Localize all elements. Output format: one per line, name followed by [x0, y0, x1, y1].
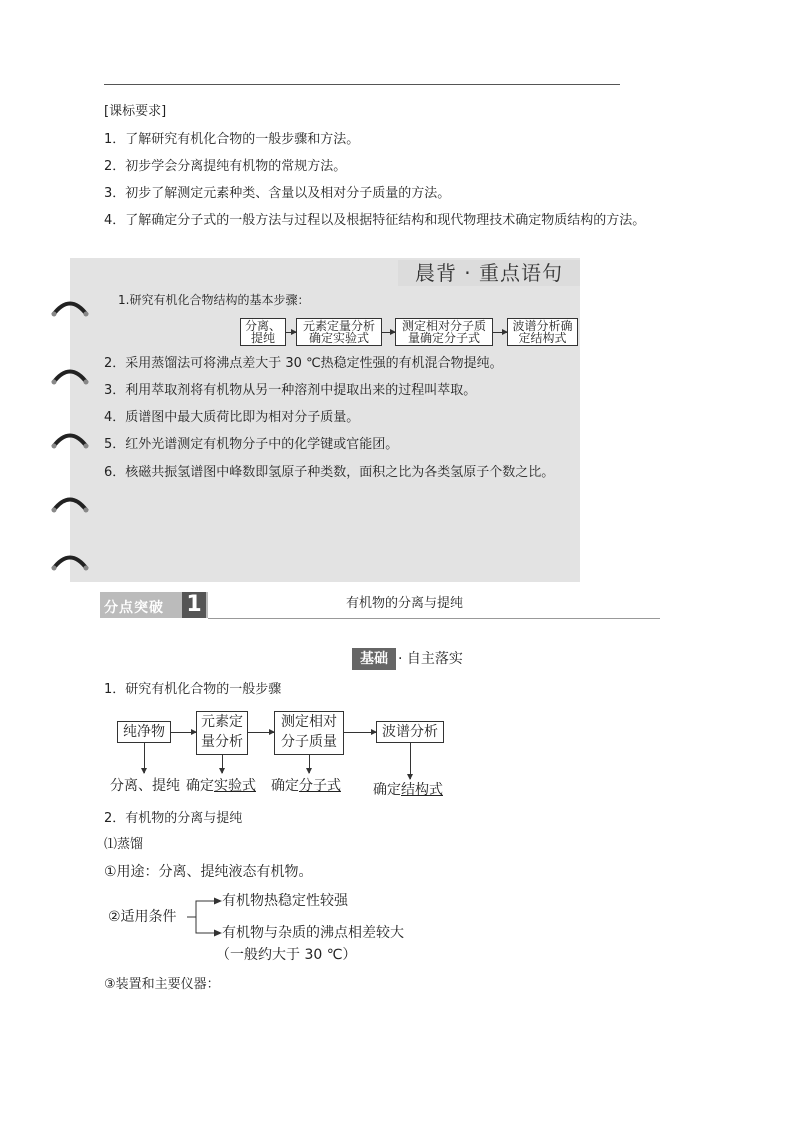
- step-result: 确定结构式: [373, 782, 443, 798]
- section-badge-label: 分点突破: [104, 600, 164, 616]
- step-down-arrow: [410, 743, 411, 779]
- apparatus-label: ③装置和主要仪器：: [104, 977, 220, 992]
- condition-note: （一般约大于 30 ℃）: [216, 947, 357, 963]
- requirement-item: 2．初步学会分离提纯有机物的常规方法。: [104, 159, 347, 174]
- distillation-subheading: ⑴蒸馏: [104, 837, 144, 852]
- condition-label: ②适用条件: [108, 909, 177, 925]
- step-box: 波谱分析: [376, 721, 444, 743]
- morning-item: 4．质谱图中最大质荷比即为相对分子质量。: [104, 410, 360, 425]
- binder-ring-icon: [50, 298, 90, 318]
- requirement-item: 4．了解确定分子式的一般方法与过程以及根据特征结构和现代物理技术确定物质结构的方法。: [104, 213, 646, 228]
- top-rule: [104, 84, 620, 85]
- requirements-title: [课标要求]: [104, 104, 167, 119]
- section-badge: [100, 592, 208, 618]
- basics-badge: 基础: [352, 648, 396, 670]
- steps-heading: 1．研究有机化合物的一般步骤: [104, 682, 282, 697]
- flow-arrow: [382, 332, 395, 333]
- step-result: 确定分子式: [271, 778, 341, 794]
- requirement-item: 3．初步了解测定元素种类、含量以及相对分子质量的方法。: [104, 186, 451, 201]
- morning-item: 5．红外光谱测定有机物分子中的化学键或官能团。: [104, 437, 399, 452]
- binder-ring-icon: [50, 494, 90, 514]
- morning-item: 6．核磁共振氢谱图中峰数即氢原子种类数，面积之比为各类氢原子个数之比。: [104, 465, 555, 480]
- step-down-arrow: [144, 743, 145, 773]
- step-arrow: [344, 732, 376, 733]
- binder-ring-icon: [50, 552, 90, 572]
- flow-box: 分离、 提纯: [240, 318, 286, 346]
- separation-heading: 2．有机物的分离与提纯: [104, 811, 243, 826]
- morning-item: 3．利用萃取剂将有机物从另一种溶剂中提取出来的过程叫萃取。: [104, 383, 477, 398]
- section-badge-number: 1: [182, 592, 206, 618]
- morning-item: 2．采用蒸馏法可将沸点差大于 30 ℃热稳定性强的有机混合物提纯。: [104, 356, 503, 371]
- basics-subtitle: · 自主落实: [398, 651, 463, 667]
- step-box: 测定相对 分子质量: [274, 711, 344, 755]
- step-box: 元素定 量分析: [196, 711, 248, 755]
- morning-item: 1.研究有机化合物结构的基本步骤：: [118, 293, 310, 307]
- requirement-item: 1．了解研究有机化合物的一般步骤和方法。: [104, 132, 360, 147]
- section-title: 有机物的分离与提纯: [346, 596, 464, 611]
- flow-box: 测定相对分子质 量确定分子式: [395, 318, 493, 346]
- step-box: 纯净物: [117, 721, 171, 743]
- step-down-arrow: [309, 755, 310, 773]
- step-arrow: [171, 732, 196, 733]
- flow-box: 元素定量分析 确定实验式: [296, 318, 382, 346]
- flow-arrow: [493, 332, 507, 333]
- step-down-arrow: [222, 755, 223, 773]
- binder-ring-icon: [50, 430, 90, 450]
- step-result: 确定实验式: [186, 778, 256, 794]
- step-result: 分离、提纯: [110, 778, 180, 794]
- step-arrow: [248, 732, 274, 733]
- condition-item: 有机物与杂质的沸点相差较大: [222, 925, 404, 941]
- binder-ring-icon: [50, 366, 90, 386]
- flow-arrow: [286, 332, 296, 333]
- morning-banner: 晨背 · 重点语句: [398, 260, 580, 286]
- condition-item: 有机物热稳定性较强: [222, 893, 348, 909]
- section-rule: [208, 618, 660, 619]
- condition-bracket-icon: [186, 896, 222, 940]
- flow-box: 波谱分析确 定结构式: [507, 318, 578, 346]
- distillation-use: ①用途：分离、提纯液态有机物。: [104, 864, 313, 880]
